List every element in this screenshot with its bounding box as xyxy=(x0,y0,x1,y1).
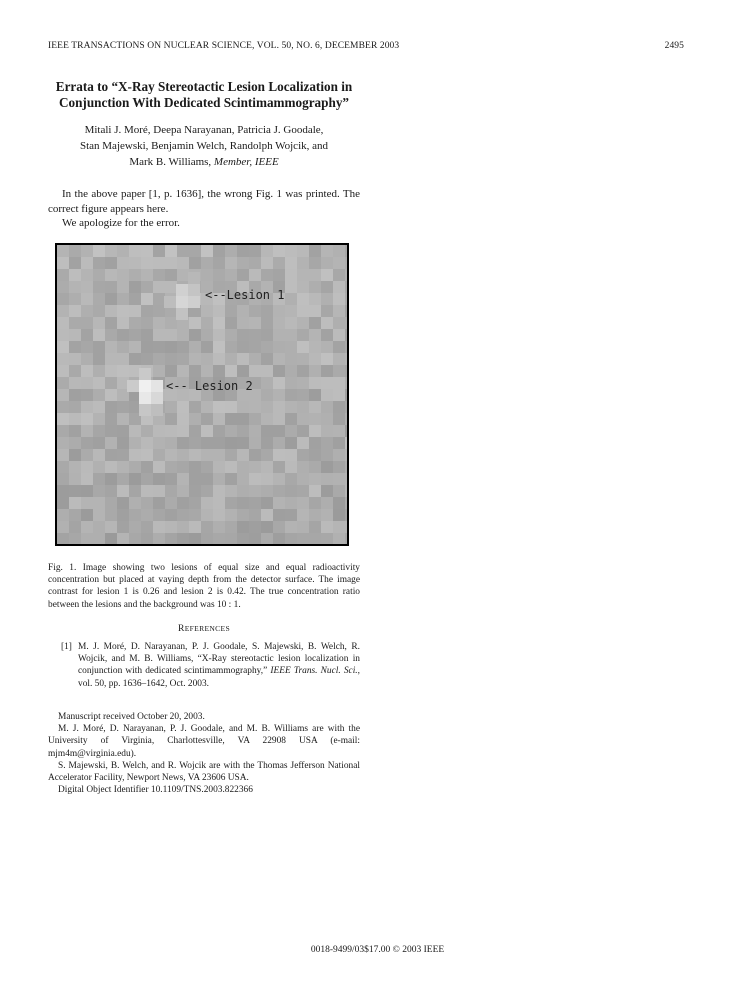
authors-line-2: Stan Majewski, Benjamin Welch, Randolph Wojcik, and xyxy=(79,140,329,152)
footnote-affiliation-uva: M. J. Moré, D. Narayanan, P. J. Goodale, and M. B. Williams are with the University of Virginia, Charlottesville, VA 22908 USA (e-mail: mjm4m@virginia.edu). xyxy=(48,724,360,759)
lesion-2-label: <-- Lesion 2 xyxy=(166,379,253,393)
body-paragraph-2: We apologize for the error. xyxy=(62,217,180,229)
scintimammography-image xyxy=(57,245,347,544)
reference-journal: IEEE Trans. Nucl. Sci. xyxy=(270,666,358,677)
authors-line-1: Mitali J. Moré, Deepa Narayanan, Patricia J. Goodale, xyxy=(84,124,324,136)
references-heading xyxy=(48,623,360,634)
reference-item xyxy=(48,641,360,690)
reference-text: M. J. Moré, D. Narayanan, P. J. Goodale, S. Majewski, B. Welch, R. Wojcik, and M. B. Williams, “X-Ray stereotactic lesion localization in conjunction with dedicated scintimammography,” xyxy=(78,642,360,677)
figure-1-image xyxy=(55,243,349,546)
author-membership: Member, IEEE xyxy=(213,156,279,168)
running-header-page-number: 2495 xyxy=(664,41,684,51)
running-header-journal: IEEE TRANSACTIONS ON NUCLEAR SCIENCE, VOL. 50, NO. 6, DECEMBER 2003 xyxy=(48,41,400,51)
references-heading-smallcaps: EFERENCES xyxy=(184,624,231,633)
body-paragraph-1: In the above paper [1, p. 1636], the wrong Fig. 1 was printed. The correct figure appears here. xyxy=(48,188,360,215)
author-list xyxy=(48,122,360,170)
copyright-footer: 0018-9499/03$17.00 © 2003 IEEE xyxy=(310,945,445,955)
authors-line-3 xyxy=(48,154,360,170)
references-heading-initial: R xyxy=(177,623,185,634)
lesion-1-label: <--Lesion 1 xyxy=(205,288,285,302)
author-last-name: Mark B. Williams, xyxy=(129,156,212,168)
title-line-1: Errata to “X-Ray Stereotactic Lesion Localization in xyxy=(55,79,353,94)
reference-list xyxy=(48,641,360,690)
paper-title xyxy=(48,79,360,111)
erratum-body xyxy=(48,187,360,231)
title-line-2: Conjunction With Dedicated Scintimammography” xyxy=(58,95,350,110)
pixel-grid xyxy=(57,245,347,544)
reference-details: , vol. 50, pp. 1636–1642, Oct. 2003. xyxy=(78,666,360,689)
footnote-received: Manuscript received October 20, 2003. xyxy=(58,712,205,722)
footnotes xyxy=(48,711,360,796)
reference-number: [1] xyxy=(61,642,72,652)
footnote-doi: Digital Object Identifier 10.1109/TNS.2003.822366 xyxy=(58,785,253,796)
figure-caption: Fig. 1. Image showing two lesions of equal size and equal radioactivity concentration but placed at vaying depth from the detector surface. The image contrast for lesion 1 is 0.26 and lesion 2 is 0.42. The true concentration ratio between the lesions and the background was 10 : 1. xyxy=(48,563,360,610)
footnote-affiliation-jlab: S. Majewski, B. Welch, and R. Wojcik are with the Thomas Jefferson National Accelerator Facility, Newport News, VA 23606 USA. xyxy=(48,760,360,784)
